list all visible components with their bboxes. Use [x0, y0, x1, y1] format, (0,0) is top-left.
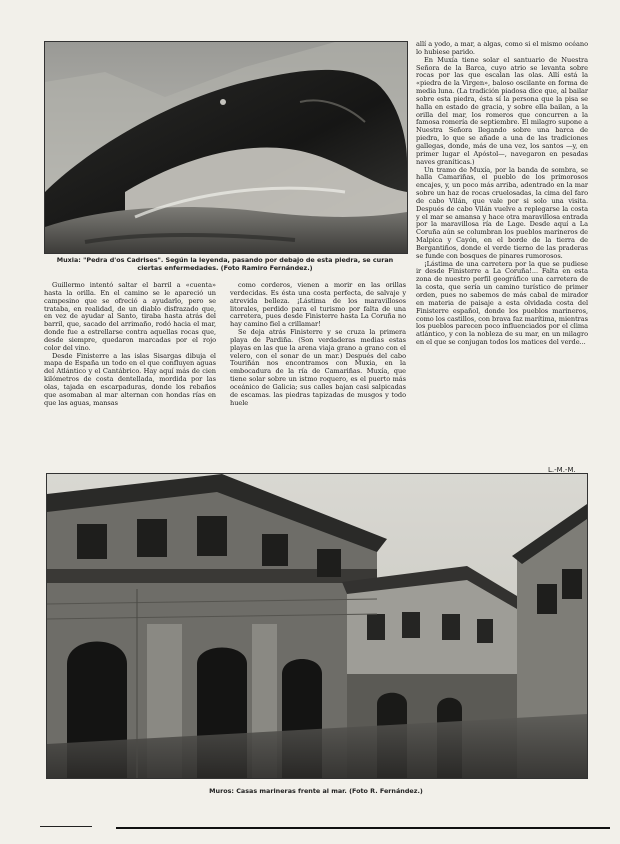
paragraph: Desde Finisterre a las islas Sisargas dibuja el mapa de España un todo en el que confluyen aguas del Atlántico y el Cantábrico. Hay aquí más de cien kilómetros de costa dentellada, mordida por las olas, tajada en escarpaduras, donde los rebaños que asomaban al mar alternan con hondas rías en que las aguas, mansas — [44, 351, 216, 407]
rock-photo-caption: Muxia: "Pedra d'os Cadrises". Según la leyenda, pasando por debajo de esta piedra, se curan ciertas enfermedades. (Foto Ramiro Fernández.) — [56, 256, 394, 272]
houses-photo-caption: Muros: Casas marineras frente al mar. (Foto R. Fernández.) — [209, 787, 423, 795]
middle-text-column — [230, 282, 406, 408]
right-text-column — [416, 41, 588, 347]
page-bottom-rule — [116, 827, 610, 829]
paragraph: En Muxía tiene solar el santuario de Nuestra Señora de la Barca, cuyo atrio se levanta sobre rocas por las que escalan las olas. Allí está la «piedra de la Virgen», baloso oscilante en forma de media luna. (La tradición piadosa dice que, al bailar sobre esta piedra, ésta sí la persona que la pisa se halla en estado de gracia, y sobre ella bailan, a la orilla del mar, los romeros que concurren a la famosa romería de septiembre. El milagro supone a Nuestra Señora llegando sobre una barca de piedra, lo que se añade a una de las tradiciones gallegas, donde, más de una vez, los santos —y, en primer lugar el Apóstol—, navegaron en pesadas naves graníticas.) — [416, 55, 588, 166]
houses-photo — [46, 473, 588, 779]
page-bottom-mark — [40, 826, 92, 827]
author-signature: L.-M.-M. — [548, 466, 576, 474]
paragraph: Guillermo intentó saltar el barril a «cuenta» hasta la orilla. En el camino se le apareció un campesino que se ofreció a ayudarlo, pero se trataba, en realidad, de un diablo disfrazado que, en vez de ayudar al Santo, tiraba hasta atrás del barril, que, sacado del arrimaño, rodó hacia el mar, donde fue a estrellarse contra aquellas rocas que, desde siempre, quedaron marcadas por el rojo color del vino. — [44, 281, 216, 352]
rock-photo — [44, 41, 408, 254]
rock-photo-image — [45, 42, 407, 253]
left-text-column — [44, 282, 216, 408]
paragraph: Se deja atrás Finisterre y se cruza la primera playa de Pardiña. (Son verdaderas medias estas playas en las que la arena viaja grano a grano con el velero, con el sonar de un mar.) Después del cabo Touriñán nos encontramos con Muxia, en la embocadura de la ría de Camariñas. Muxía, que tiene solar sobre un istmo roquero, es el puerto más oceánico de Galicia; sus calles bajan casi salpicadas de escamas. las piedras tapizadas de musgos y todo huele — [230, 328, 406, 407]
paragraph: como corderos, vienen a morir en las orillas verdecidas. Es ésta una costa perfecta, de salvaje y atrevida belleza. ¡Lástima de los maravillosos litorales, perdido para el turismo por falta de una carretera, pues desde Finisterre hasta La Coruña no hay camino fiel a crillamar! — [230, 281, 406, 329]
houses-photo-image — [47, 474, 587, 778]
paragraph: Un tramo de Muxía, por la banda de sombra, se halla Camariñas, el pueblo de los primorosos encajes, y, un poco más arriba, adentrado en la mar sobre un haz de rocas cruelosadas, la cima del faro de cabo Vilán, que vale por si solo una visita. Después de cabo Vilán vuelve a replegarse la costa y el mar se amansa y hace otra maravillosa entrada por la maravillosa ría de Lage. Desde aquí a La Coruña aún se columbran los pueblos marineros de Malpica y Cayón, en el borde de la tierra de Bergantiños, donde el verde tierno de las praderas se funde con bosques de pinares rumorosos. — [416, 165, 588, 260]
paragraph: ¡Lástima de una carretera por la que se pudiese ir desde Finisterre a La Coruña!... Falta en esta zona de nuestro perfil geográfico una carretera de la costa, que sería un camino turístico de primer orden, pues no sabemos de más cabal de mirador en materia de paisaje a esta olvidada costa del Finisterre español, donde los pueblos marineros, como los castillos, con brava faz marítima, mientras los pueblos parecen poco influenciados por el clima atlántico, y con la nobleza de su mar, en un milagro en el que se conjugan todos los matices del verde... — [416, 259, 588, 347]
paragraph: allí a yodo, a mar, a algas, como si el mismo océano lo hubiese parido. — [416, 40, 588, 56]
